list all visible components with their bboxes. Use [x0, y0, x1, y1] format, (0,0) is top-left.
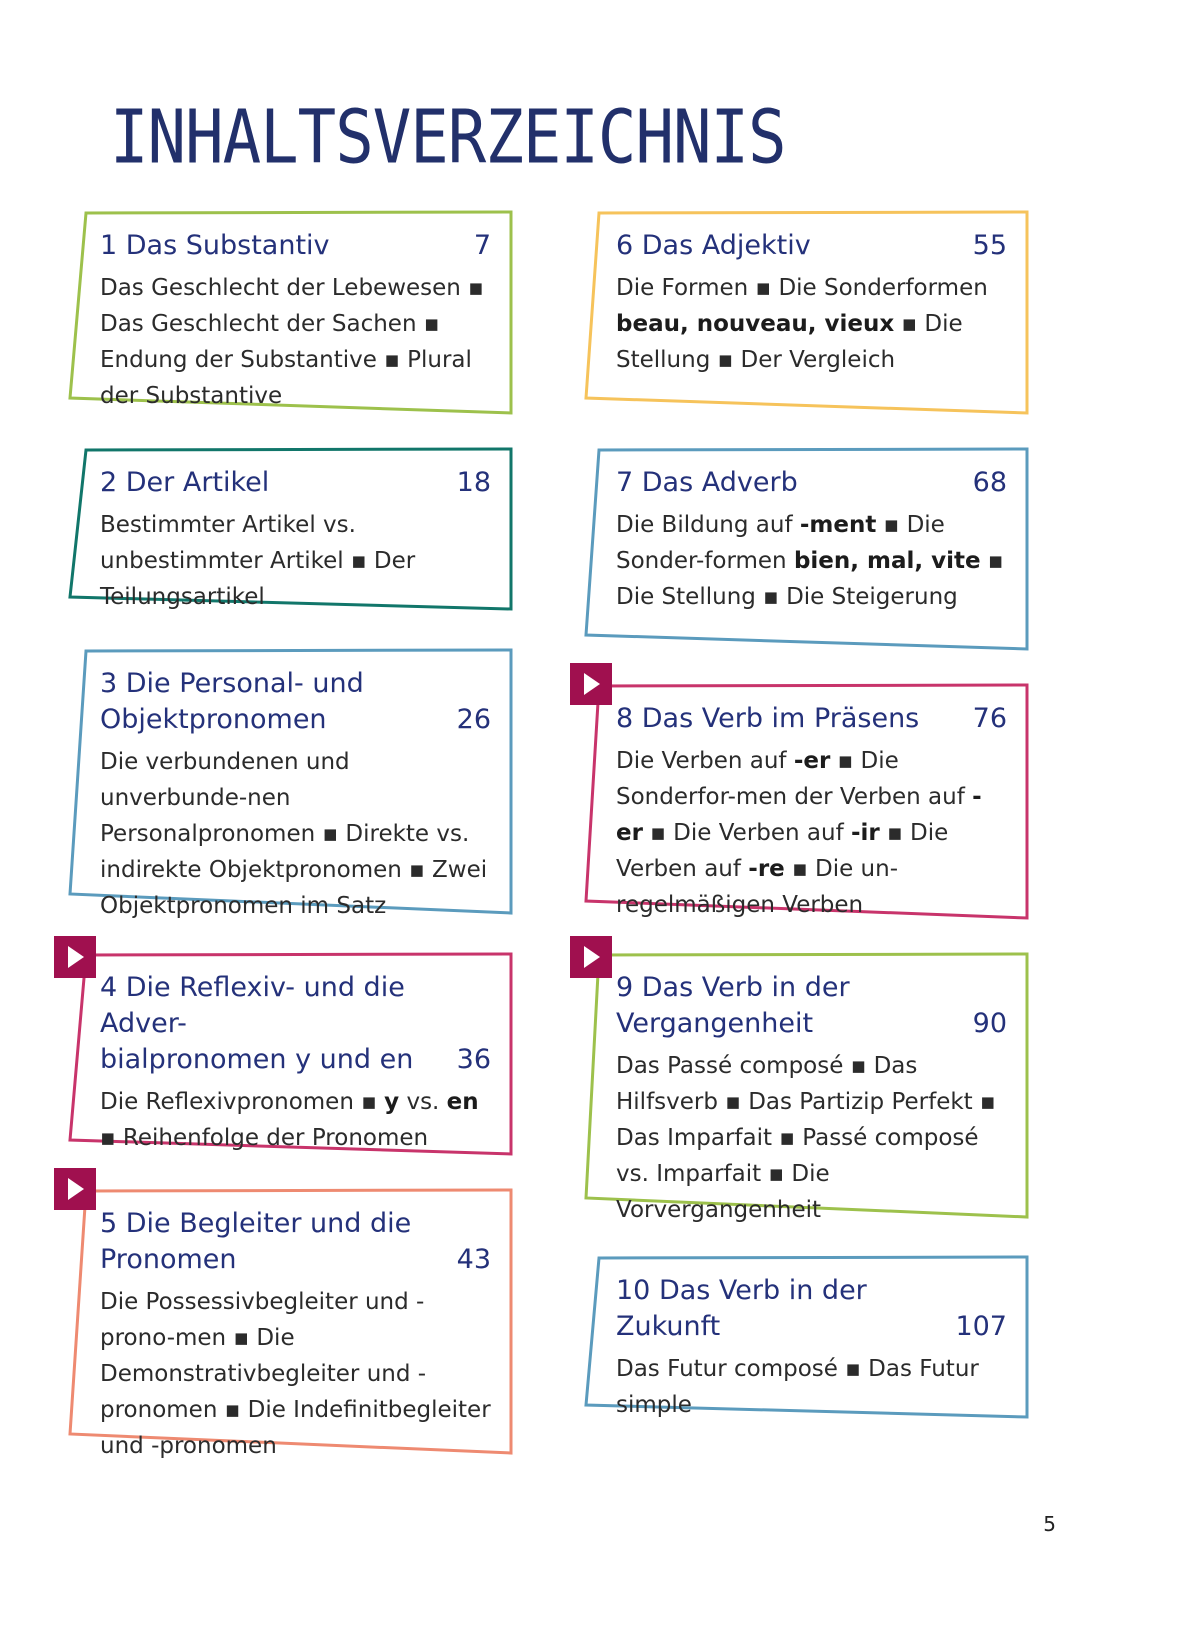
play-icon[interactable]: [570, 663, 612, 705]
chapter-description: Die Reflexivpronomen ▪ y vs. en ▪ Reihenfolge der Pronomen: [100, 1089, 479, 1151]
page-number: 5: [1043, 1512, 1056, 1536]
chapter-page: 36: [456, 1044, 491, 1075]
chapter-page: 7: [473, 230, 491, 261]
play-icon[interactable]: [570, 936, 612, 978]
play-icon[interactable]: [54, 1168, 96, 1210]
chapter-card-7[interactable]: [584, 447, 1029, 652]
chapter-title: 3 Die Personal- und Objektpronomen: [100, 668, 364, 735]
chapter-title: 6 Das Adjektiv: [616, 230, 811, 261]
page-title: INHALTSVERZEICHNIS: [110, 96, 786, 182]
play-icon[interactable]: [54, 936, 96, 978]
chapter-description: Bestimmter Artikel vs. unbestimmter Artikel ▪ Der Teilungsartikel: [100, 512, 416, 610]
chapter-card-6[interactable]: [584, 210, 1029, 415]
chapter-page: 26: [456, 704, 491, 735]
chapter-card-1[interactable]: [68, 210, 513, 415]
chapter-card-4[interactable]: [68, 952, 513, 1157]
chapter-description: Die verbundenen und unverbunde-nen Personalpronomen ▪ Direkte vs. indirekte Objektpronomen ▪ Zwei Objektpronomen im Satz: [100, 749, 488, 919]
chapter-card-9[interactable]: [584, 952, 1029, 1223]
chapter-title: 4 Die Reflexiv- und die Adver- bialpronomen y und en: [100, 972, 414, 1075]
chapter-card-8[interactable]: [584, 683, 1029, 921]
chapter-card-10[interactable]: [584, 1255, 1029, 1420]
chapter-description: Die Bildung auf -ment ▪ Die Sonder-formen bien, mal, vite ▪ Die Stellung ▪ Die Steigerung: [616, 512, 1004, 610]
chapter-title: 10 Das Verb in der Zukunft: [616, 1275, 867, 1342]
chapter-description: Die Verben auf -er ▪ Die Sonderfor-men der Verben auf -er ▪ Die Verben auf -ir ▪ Die Verben auf -re ▪ Die un-regelmäßigen Verben: [616, 748, 982, 918]
chapter-description: Das Futur composé ▪ Das Futur simple: [616, 1356, 979, 1418]
chapter-title: 7 Das Adverb: [616, 467, 798, 498]
chapter-title: 2 Der Artikel: [100, 467, 270, 498]
chapter-page: 90: [972, 1008, 1007, 1039]
chapter-title: 8 Das Verb im Präsens: [616, 703, 920, 734]
chapter-card-5[interactable]: [68, 1188, 513, 1459]
chapter-description: Das Passé composé ▪ Das Hilfsverb ▪ Das Partizip Perfekt ▪ Das Imparfait ▪ Passé composé vs. Imparfait ▪ Die Vorvergangenheit: [616, 1053, 996, 1223]
chapter-card-3[interactable]: [68, 648, 513, 919]
chapter-page: 18: [456, 467, 491, 498]
chapter-page: 68: [972, 467, 1007, 498]
chapter-description: Die Possessivbegleiter und -prono-men ▪ Die Demonstrativbegleiter und -pronomen ▪ Die Indefinitbegleiter und -pronomen: [100, 1289, 491, 1459]
chapter-description: Das Geschlecht der Lebewesen ▪ Das Geschlecht der Sachen ▪ Endung der Substantive ▪ Plural der Substantive: [100, 275, 484, 409]
chapter-page: 107: [955, 1311, 1007, 1342]
chapter-page: 55: [972, 230, 1007, 261]
chapter-title: 5 Die Begleiter und die Pronomen: [100, 1208, 412, 1275]
chapter-title: 1 Das Substantiv: [100, 230, 330, 261]
chapter-card-2[interactable]: [68, 447, 513, 612]
chapter-description: Die Formen ▪ Die Sonderformen beau, nouveau, vieux ▪ Die Stellung ▪ Der Vergleich: [616, 275, 988, 373]
chapter-page: 76: [972, 703, 1007, 734]
chapter-page: 43: [456, 1244, 491, 1275]
chapter-title: 9 Das Verb in der Vergangenheit: [616, 972, 850, 1039]
